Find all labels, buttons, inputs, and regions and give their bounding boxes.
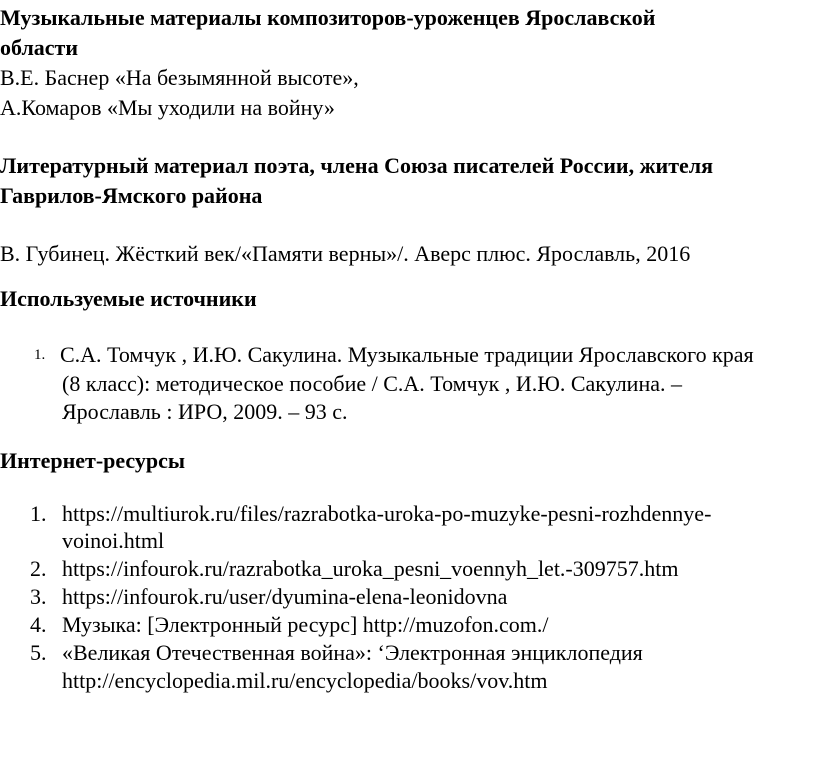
- section1-heading-line1: Музыкальные материалы композиторов-уроженцев Ярославской: [0, 5, 656, 30]
- internet-item-text: «Великая Отечественная война»: ‘Электронная энциклопедия: [62, 640, 643, 665]
- section2-heading-line2: Гаврилов-Ямского района: [0, 183, 263, 208]
- section1-item1: В.Е. Баснер «На безымянной высоте»,: [0, 65, 359, 90]
- internet-link-continuation[interactable]: voinoi.html: [62, 528, 165, 553]
- sources-item-number: 1.: [34, 347, 46, 363]
- sources-item-line1: С.А. Томчук , И.Ю. Сакулина. Музыкальные традиции Ярославского края: [60, 342, 754, 367]
- internet-item-number: 4.: [30, 612, 47, 637]
- internet-item-number: 2.: [30, 556, 47, 581]
- internet-item-number: 3.: [30, 584, 47, 609]
- sources-heading: Используемые источники: [0, 286, 257, 311]
- internet-item-text[interactable]: Музыка: [Электронный ресурс] http://muzofon.com./: [62, 612, 549, 637]
- internet-item-number: 5.: [30, 640, 47, 665]
- section1-item2: А.Комаров «Мы уходили на войну»: [0, 95, 335, 120]
- internet-link[interactable]: http://encyclopedia.mil.ru/encyclopedia/books/vov.htm: [62, 668, 548, 693]
- section2-item1: В. Губинец. Жёсткий век/«Памяти верны»/. Аверс плюс. Ярославль, 2016: [0, 241, 691, 266]
- internet-heading: Интернет-ресурсы: [0, 448, 186, 473]
- internet-link[interactable]: https://infourok.ru/razrabotka_uroka_pesni_voennyh_let.-309757.htm: [62, 556, 679, 581]
- sources-item-line2: (8 класс): методическое пособие / С.А. Томчук , И.Ю. Сакулина. –: [62, 371, 682, 396]
- section2-heading-line1: Литературный материал поэта, члена Союза писателей России, жителя: [0, 153, 714, 178]
- internet-item-number: 1.: [30, 501, 47, 526]
- section1-heading-line2: области: [0, 35, 79, 60]
- internet-link[interactable]: https://infourok.ru/user/dyumina-elena-leonidovna: [62, 584, 508, 609]
- internet-link[interactable]: https://multiurok.ru/files/razrabotka-uroka-po-muzyke-pesni-rozhdennye-: [62, 501, 712, 526]
- sources-item-line3: Ярославль : ИРО, 2009. – 93 с.: [62, 399, 348, 424]
